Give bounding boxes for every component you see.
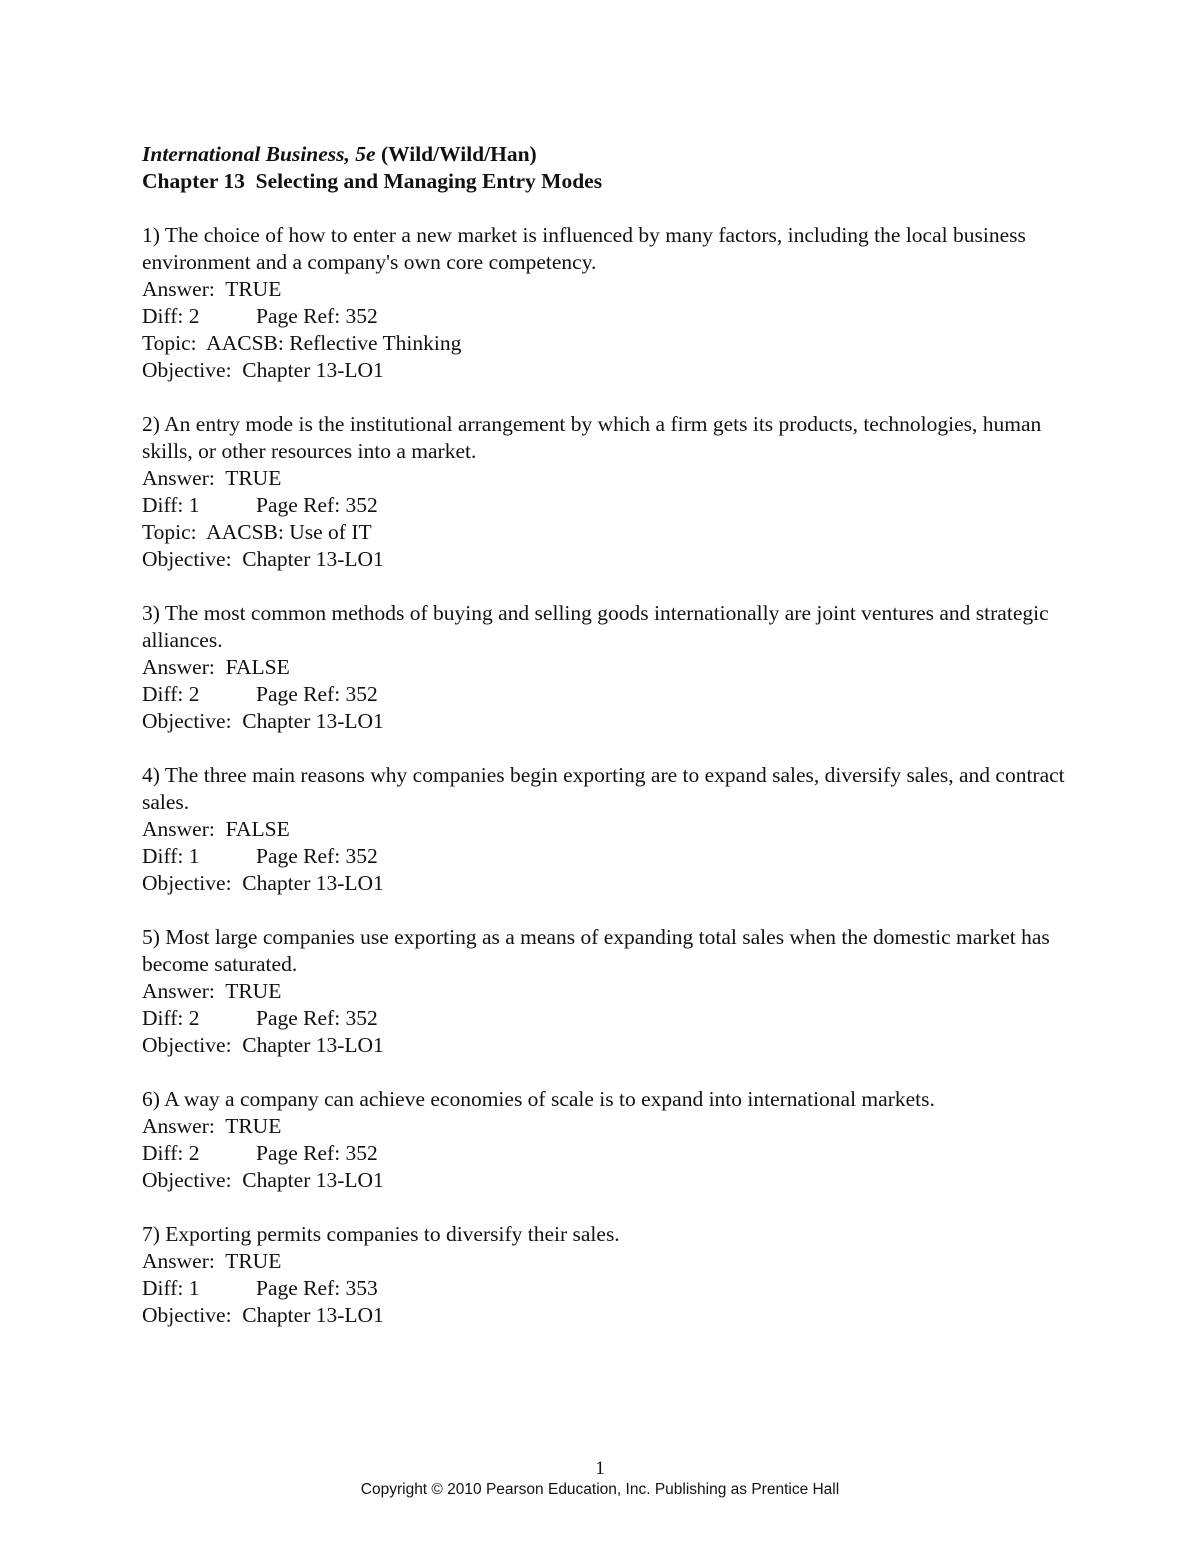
chapter-title: Chapter 13 Selecting and Managing Entry Modes [142, 169, 603, 193]
difficulty: Diff: 2 [142, 1141, 200, 1165]
page-number: 1 [595, 1458, 605, 1479]
copyright-notice: Copyright © 2010 Pearson Education, Inc. Publishing as Prentice Hall [360, 1481, 840, 1498]
difficulty: Diff: 2 [142, 1006, 200, 1030]
difficulty: Diff: 2 [142, 304, 200, 328]
objective-line: Objective: Chapter 13-LO1 [142, 1303, 384, 1327]
answer-line: Answer: TRUE [142, 979, 282, 1003]
page-ref: Page Ref: 352 [256, 1141, 378, 1165]
question-number: 5) [142, 925, 160, 949]
objective-line: Objective: Chapter 13-LO1 [142, 1033, 384, 1057]
question-text [142, 1221, 1082, 1248]
book-header [142, 141, 1082, 168]
question-body: Exporting permits companies to diversify their sales. [165, 1222, 620, 1246]
topic-line: Topic: AACSB: Use of IT [142, 520, 372, 544]
question-body: Most large companies use exporting as a means of expanding total sales when the domestic market has become saturated. [142, 925, 1050, 976]
answer-line: Answer: TRUE [142, 1249, 282, 1273]
question-body: The choice of how to enter a new market is influenced by many factors, including the local business environment and a company's own core competency. [142, 223, 1026, 274]
difficulty: Diff: 1 [142, 1276, 200, 1300]
answer-line: Answer: TRUE [142, 1114, 282, 1138]
question-number: 6) [142, 1087, 160, 1111]
objective-line: Objective: Chapter 13-LO1 [142, 547, 384, 571]
diff-pageref-line [142, 303, 1082, 330]
book-authors: (Wild/Wild/Han) [375, 142, 537, 166]
diff-pageref-line [142, 681, 1082, 708]
question-text [142, 222, 1082, 276]
page-ref: Page Ref: 352 [256, 304, 378, 328]
question-1 [142, 222, 1082, 384]
objective-line: Objective: Chapter 13-LO1 [142, 871, 384, 895]
question-3 [142, 600, 1082, 735]
question-body: The three main reasons why companies begin exporting are to expand sales, diversify sales, and contract sales. [142, 763, 1065, 814]
difficulty: Diff: 2 [142, 682, 200, 706]
answer-line: Answer: TRUE [142, 277, 282, 301]
question-number: 4) [142, 763, 160, 787]
topic-line: Topic: AACSB: Reflective Thinking [142, 331, 462, 355]
question-body: A way a company can achieve economies of scale is to expand into international markets. [164, 1087, 935, 1111]
objective-line: Objective: Chapter 13-LO1 [142, 709, 384, 733]
question-number: 1) [142, 223, 160, 247]
diff-pageref-line [142, 1140, 1082, 1167]
question-number: 7) [142, 1222, 160, 1246]
question-number: 2) [142, 412, 160, 436]
answer-line: Answer: FALSE [142, 817, 290, 841]
page-ref: Page Ref: 352 [256, 493, 378, 517]
question-number: 3) [142, 601, 160, 625]
page-ref: Page Ref: 353 [256, 1276, 378, 1300]
question-5 [142, 924, 1082, 1059]
diff-pageref-line [142, 1005, 1082, 1032]
question-text [142, 924, 1082, 978]
answer-line: Answer: TRUE [142, 466, 282, 490]
question-text [142, 600, 1082, 654]
page-ref: Page Ref: 352 [256, 682, 378, 706]
difficulty: Diff: 1 [142, 844, 200, 868]
difficulty: Diff: 1 [142, 493, 200, 517]
question-text [142, 1086, 1082, 1113]
page-ref: Page Ref: 352 [256, 844, 378, 868]
question-body: The most common methods of buying and selling goods internationally are joint ventures and strategic alliances. [142, 601, 1049, 652]
page-content [142, 141, 1082, 1329]
book-title: International Business, 5e [142, 142, 376, 166]
objective-line: Objective: Chapter 13-LO1 [142, 1168, 384, 1192]
question-2 [142, 411, 1082, 573]
objective-line: Objective: Chapter 13-LO1 [142, 358, 384, 382]
answer-line: Answer: FALSE [142, 655, 290, 679]
question-body: An entry mode is the institutional arrangement by which a firm gets its products, technologies, human skills, or other resources into a market. [142, 412, 1042, 463]
question-6 [142, 1086, 1082, 1194]
diff-pageref-line [142, 843, 1082, 870]
page-ref: Page Ref: 352 [256, 1006, 378, 1030]
diff-pageref-line [142, 1275, 1082, 1302]
question-7 [142, 1221, 1082, 1329]
question-text [142, 762, 1082, 816]
question-text [142, 411, 1082, 465]
question-4 [142, 762, 1082, 897]
diff-pageref-line [142, 492, 1082, 519]
